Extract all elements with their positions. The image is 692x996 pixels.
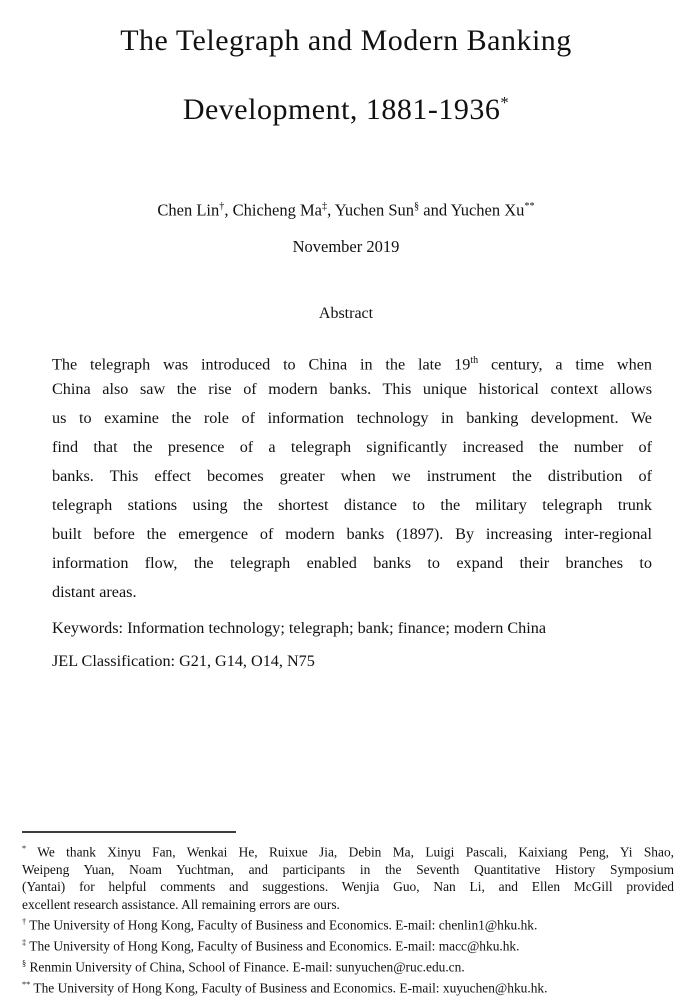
footnote-line: excellent research assistance. All remaining errors are ours. xyxy=(22,896,340,912)
footnote-line: * We thank Xinyu Fan, Wenkai He, Ruixue Jia, Debin Ma, Luigi Pascali, Kaixiang Peng, Yi Shao, xyxy=(22,844,674,860)
author-name: Chicheng Ma xyxy=(232,200,322,220)
footnote-mark: * xyxy=(22,844,27,853)
author-name: Yuchen Xu xyxy=(450,200,525,220)
footnote-mark: ‡ xyxy=(22,937,27,947)
abstract-line: banks. This effect becomes greater when we instrument the distribution of xyxy=(52,466,652,485)
author-footnote-mark: ** xyxy=(524,201,535,212)
abstract-line: built before the emergence of modern banks (1897). By increasing inter-regional xyxy=(52,524,652,543)
footnote-separator-rule xyxy=(22,831,236,833)
author-separator: and xyxy=(419,200,451,220)
abstract-body xyxy=(52,346,652,607)
author-separator: , xyxy=(224,200,233,220)
author-footnote-mark: ‡ xyxy=(321,201,328,212)
footnote-mark: § xyxy=(22,958,27,968)
footnote-line: § Renmin University of China, School of Finance. E-mail: sunyuchen@ruc.edu.cn. xyxy=(22,958,465,975)
author-name: Yuchen Sun xyxy=(334,200,415,220)
publication-date: November 2019 xyxy=(292,236,400,256)
keywords-line: Keywords: Information technology; telegraph; bank; finance; modern China xyxy=(52,618,547,637)
footnote-line: Weipeng Yuan, Noam Yuchtman, and participants in the Seventh Quantitative History Symposium xyxy=(22,861,674,877)
footnote-line: ‡ The University of Hong Kong, Faculty of Business and Economics. E-mail: macc@hku.hk. xyxy=(22,937,520,954)
footnote-mark: † xyxy=(22,917,27,927)
abstract-line: information flow, the telegraph enabled banks to expand their branches to xyxy=(52,553,652,572)
abstract-line: distant areas. xyxy=(52,582,137,601)
footnote-line: ** The University of Hong Kong, Faculty of Business and Economics. E-mail: xuyuchen@hku.hk. xyxy=(22,979,548,996)
title-footnote-mark: * xyxy=(500,93,510,112)
paper-title-line2 xyxy=(0,86,692,127)
authors-line xyxy=(0,197,692,221)
author-name: Chen Lin xyxy=(157,200,220,220)
abstract-heading: Abstract xyxy=(318,304,374,322)
abstract-line: China also saw the rise of modern banks. This unique historical context allows xyxy=(52,379,652,398)
abstract-line: us to examine the role of information technology in banking development. We xyxy=(52,408,652,427)
paper-title-line2-text: Development, 1881-1936 xyxy=(182,93,501,126)
author-footnote-mark: § xyxy=(414,201,420,212)
abstract-line: telegraph stations using the shortest distance to the military telegraph trunk xyxy=(52,495,652,514)
footnote-line: (Yantai) for helpful comments and suggestions. Wenjia Guo, Nan Li, and Ellen McGill provided xyxy=(22,879,674,895)
paper-title-line1: The Telegraph and Modern Banking xyxy=(120,24,572,57)
footnote-mark: ** xyxy=(22,979,31,989)
footnotes-list xyxy=(22,840,674,996)
footnote-line: † The University of Hong Kong, Faculty of Business and Economics. E-mail: chenlin1@hku.hk. xyxy=(22,917,538,933)
footnotes-section xyxy=(22,831,674,996)
author-separator: , xyxy=(327,200,335,220)
jel-classification-line: JEL Classification: G21, G14, O14, N75 xyxy=(52,651,315,670)
abstract-line: find that the presence of a telegraph significantly increased the number of xyxy=(52,437,652,456)
abstract-line: The telegraph was introduced to China in the late 19th century, a time when xyxy=(52,354,652,373)
author-footnote-mark: † xyxy=(219,201,225,212)
